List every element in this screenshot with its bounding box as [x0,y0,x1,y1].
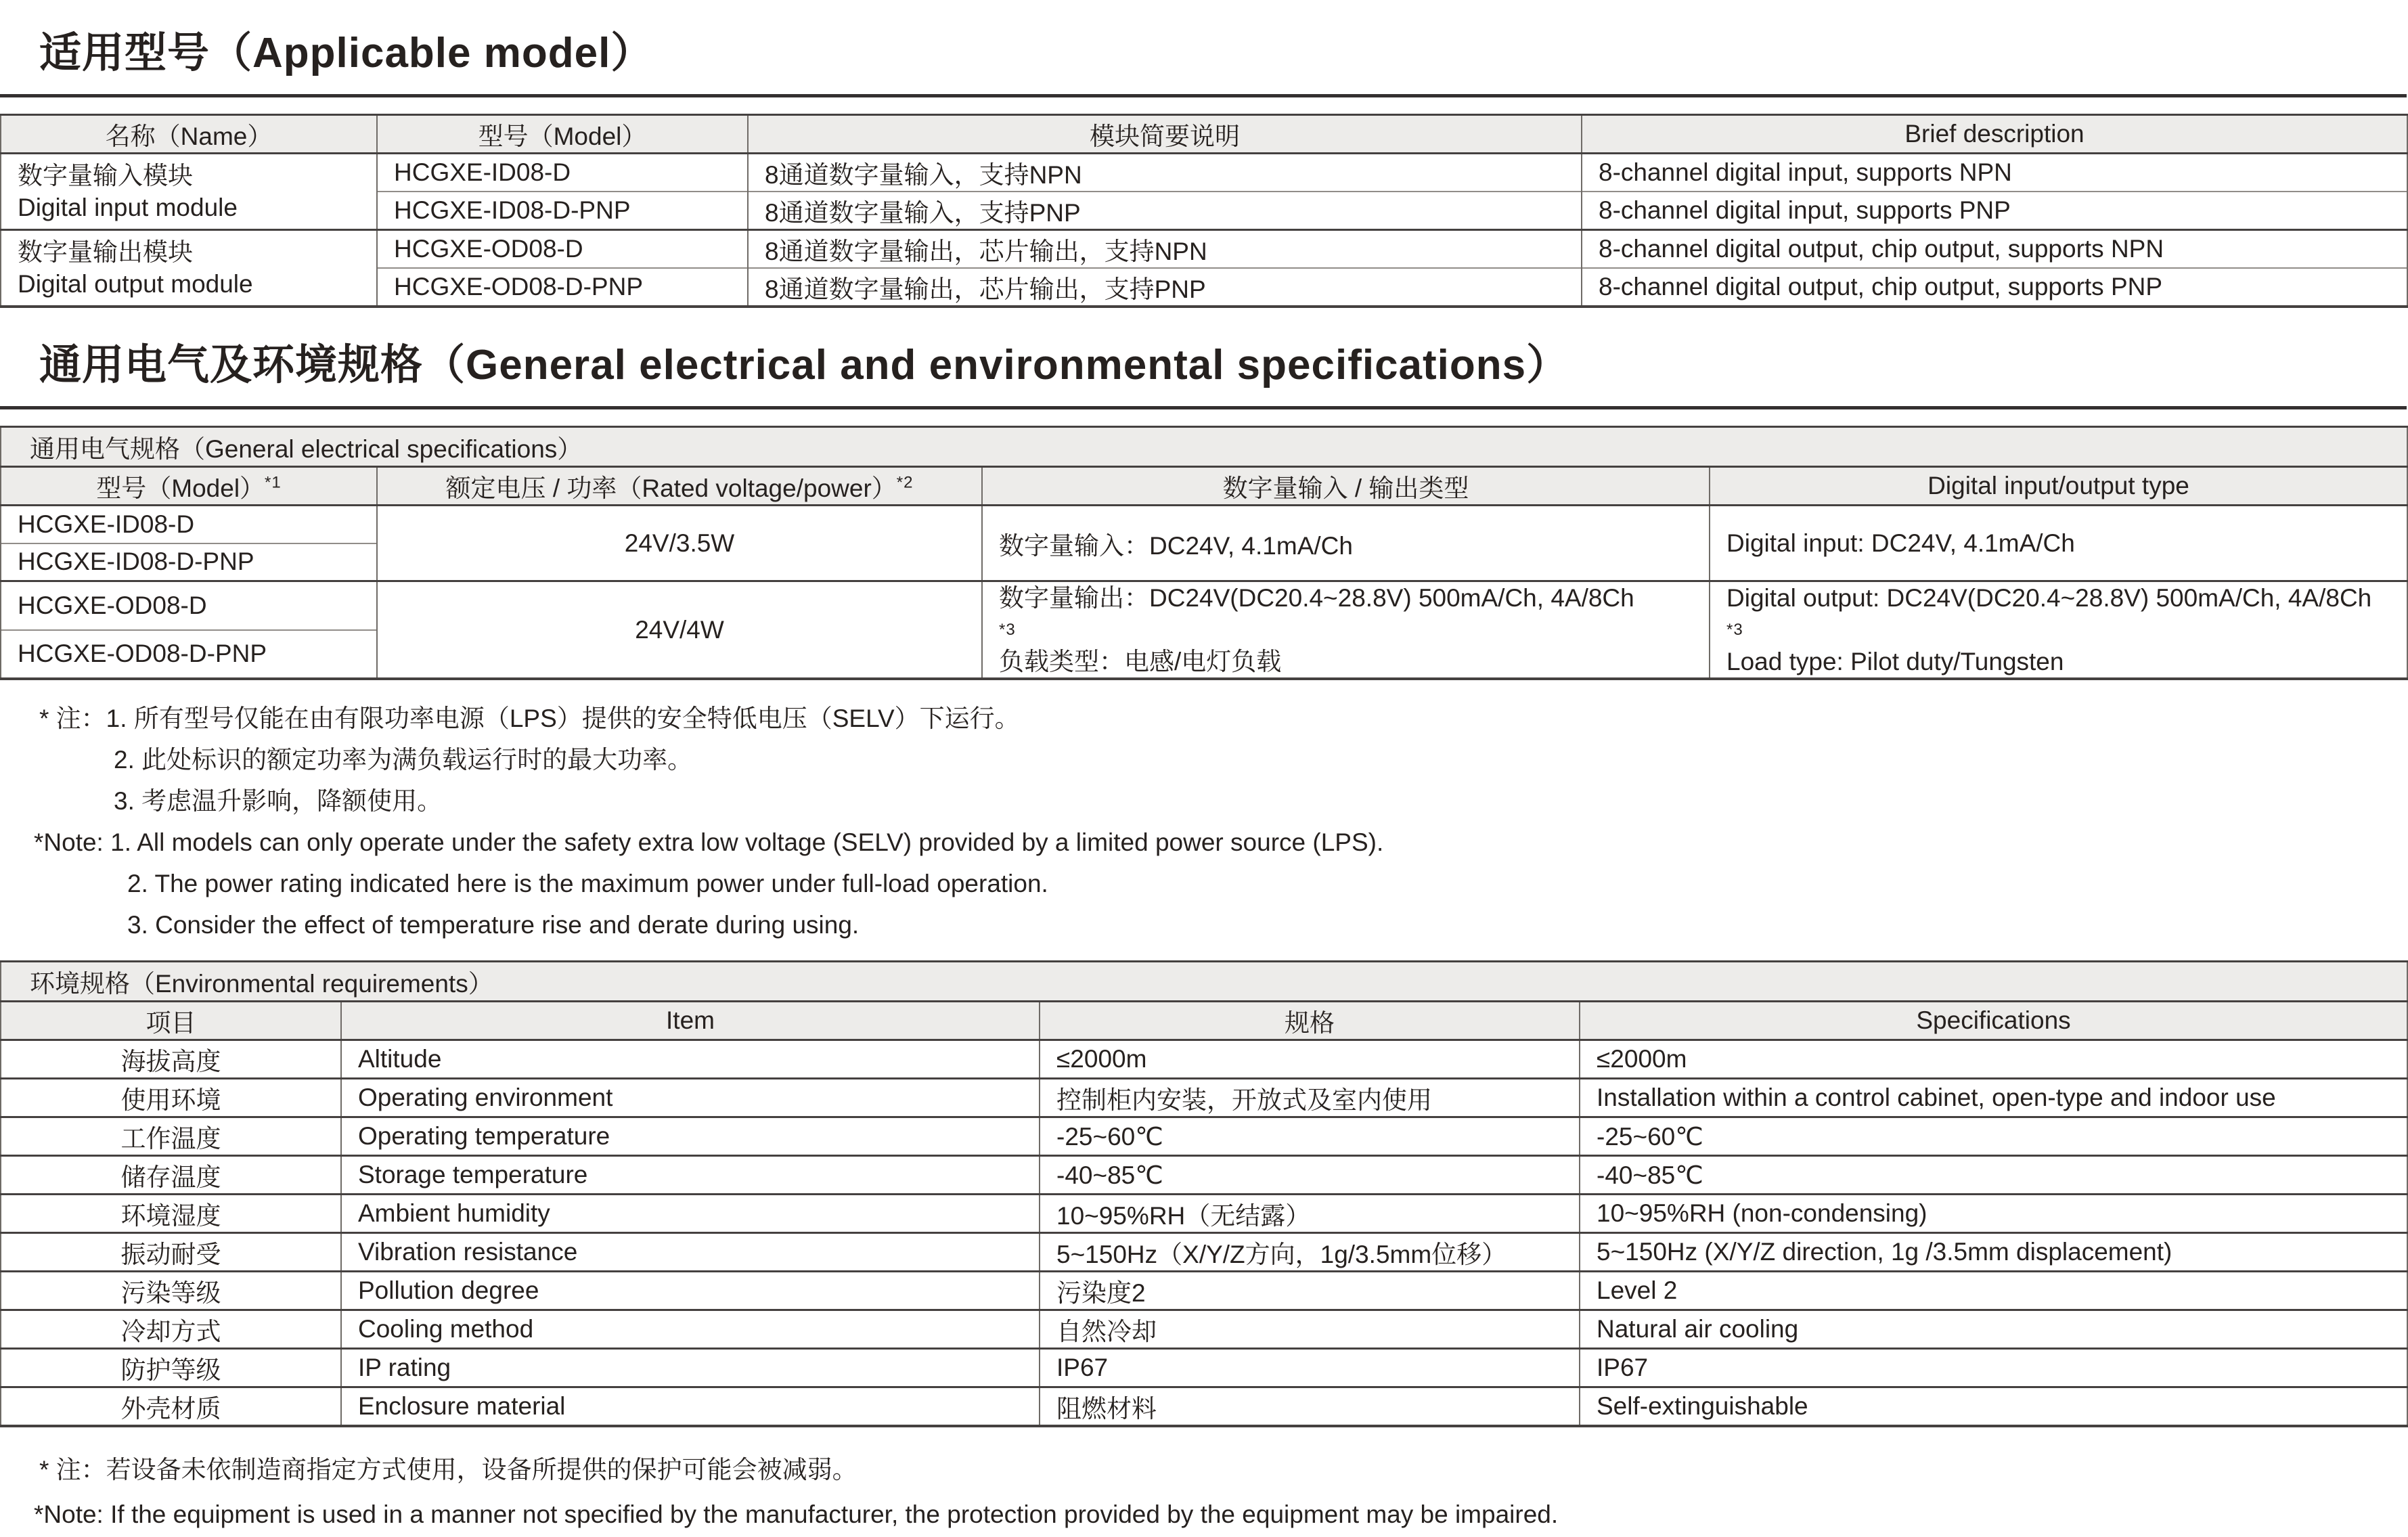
note-line: 2. 此处标识的额定功率为满负载运行时的最大功率。 [114,746,693,774]
item-en-cell: Altitude [341,1040,1040,1079]
general-electrical-table [0,426,2408,680]
spec-cn-cell: -40~85℃ [1040,1156,1580,1195]
item-cn-cell: 冷却方式 [1,1310,341,1349]
header-item-en: Item [341,1002,1040,1040]
desc-cn-cell: 8通道数字量输入，支持NPN [748,154,1582,192]
header-name: 名称（Name） [1,115,377,154]
model-cell: HCGXE-ID08-D [377,154,748,192]
section-title-applicable-model: 适用型号（Applicable model） [39,30,654,76]
table-row [1,1079,2407,1117]
desc-en-cell: 8-channel digital input, supports PNP [1582,192,2407,230]
spec-cn-cell: 控制柜内安装，开放式及室内使用 [1040,1079,1580,1117]
item-en-cell: Storage temperature [341,1156,1040,1195]
header-rated-power: 额定电压 / 功率（Rated voltage/power）$^{*2}$ [377,467,982,506]
spec-en-cell: Self-extinguishable [1580,1387,2407,1427]
note-line: *Note: 1. All models can only operate under the safety extra low voltage (SELV) provided by a limited power source (LPS). [34,828,1384,856]
table-band-row [1,427,2407,467]
table-row [1,506,2407,543]
module-name-cn: 数字量输入模块 [18,162,193,190]
spec-en-cell: 5~150Hz (X/Y/Z direction, 1g /3.5mm displacement) [1580,1233,2407,1272]
spec-cn-cell: 自然冷却 [1040,1310,1580,1349]
io-type-cn-cell: 数字量输入：DC24V, 4.1mA/Ch [982,506,1710,581]
table-row [1,1387,2407,1427]
spec-cn-cell: ≤2000m [1040,1040,1580,1079]
desc-en-cell: 8-channel digital output, chip output, supports NPN [1582,230,2407,269]
table-row [1,230,2407,269]
item-cn-cell: 振动耐受 [1,1233,341,1272]
module-name-en: Digital input module [18,194,238,221]
model-cell: HCGXE-ID08-D [1,506,377,543]
spec-en-cell: Natural air cooling [1580,1310,2407,1349]
table-row [1,1195,2407,1233]
spec-cn-cell: 5~150Hz（X/Y/Z方向，1g/3.5mm位移） [1040,1233,1580,1272]
spec-en-cell: ≤2000m [1580,1040,2407,1079]
item-cn-cell: 防护等级 [1,1349,341,1387]
note-line: 2. The power rating indicated here is the maximum power under full-load operation. [127,870,1048,897]
table-row [1,1272,2407,1310]
spec-en-cell: 10~95%RH (non-condensing) [1580,1195,2407,1233]
note-line: 3. 考虑温升影响，降额使用。 [114,787,443,815]
note-line: 3. Consider the effect of temperature rise and derate during using. [127,911,860,939]
note-line: * 注：若设备未依制造商指定方式使用，设备所提供的保护可能会被减弱。 [39,1456,857,1484]
model-cell: HCGXE-ID08-D-PNP [1,543,377,581]
item-cn-cell: 污染等级 [1,1272,341,1310]
item-cn-cell: 海拔高度 [1,1040,341,1079]
item-en-cell: Operating temperature [341,1117,1040,1156]
model-cell: HCGXE-ID08-D-PNP [377,192,748,230]
band-label: 通用电气规格（General electrical specifications） [1,427,2407,467]
header-spec-en: Specifications [1580,1002,2407,1040]
item-en-cell: Operating environment [341,1079,1040,1117]
table-row [1,1040,2407,1079]
table-header-row [1,467,2407,506]
footnote-marker: *1 [265,473,282,492]
table-band-row [1,962,2407,1002]
footnote-marker: *3 [1726,621,1743,639]
item-cn-cell: 储存温度 [1,1156,341,1195]
header-spec-cn: 规格 [1040,1002,1580,1040]
header-item-cn: 项目 [1,1002,341,1040]
spec-cn-cell: 污染度2 [1040,1272,1580,1310]
item-en-cell: Enclosure material [341,1387,1040,1427]
table-header-row [1,115,2407,154]
model-cell: HCGXE-OD08-D-PNP [377,268,748,307]
desc-en-cell: 8-channel digital input, supports NPN [1582,154,2407,192]
model-cell: HCGXE-OD08-D [1,581,377,630]
table-row [1,1233,2407,1272]
electrical-notes [0,698,2407,945]
spec-en-cell: Installation within a control cabinet, open-type and indoor use [1580,1079,2407,1117]
io-type-en-cell: Digital input: DC24V, 4.1mA/Ch [1710,506,2407,581]
applicable-model-table [0,114,2408,308]
spec-en-cell: IP67 [1580,1349,2407,1387]
item-en-cell: Pollution degree [341,1272,1040,1310]
rated-power-cell: 24V/3.5W [377,506,982,581]
table-row [1,1156,2407,1195]
note-line: *Note: If the equipment is used in a manner not specified by the manufacturer, the protection provided by the equipment may be impaired. [34,1500,1559,1528]
header-io-type-cn: 数字量输入 / 输出类型 [982,467,1710,506]
module-name-cn: 数字量输出模块 [18,238,193,266]
item-cn-cell: 工作温度 [1,1117,341,1156]
item-cn-cell: 使用环境 [1,1079,341,1117]
io-type-cn-cell: 数字量输出：DC24V(DC20.4~28.8V) 500mA/Ch, 4A/8Ch *3 负载类型：电感/电灯负载 [982,581,1710,680]
desc-en-cell: 8-channel digital output, chip output, supports PNP [1582,268,2407,307]
header-model: 型号（Model）$^{*1}$ [1,467,377,506]
spec-en-cell: -40~85℃ [1580,1156,2407,1195]
header-desc-en: Brief description [1582,115,2407,154]
item-en-cell: Vibration resistance [341,1233,1040,1272]
environmental-table [0,960,2408,1427]
item-cn-cell: 外壳材质 [1,1387,341,1427]
rated-power-cell: 24V/4W [377,581,982,680]
section-title-general-specs: 通用电气及环境规格（General electrical and environmental specifications） [39,342,1569,388]
module-name-cell [1,154,377,230]
title-divider [0,94,2407,97]
table-row [1,154,2407,192]
module-name-cell [1,230,377,307]
table-row [1,1310,2407,1349]
item-en-cell: Cooling method [341,1310,1040,1349]
spec-en-cell: -25~60℃ [1580,1117,2407,1156]
desc-cn-cell: 8通道数字量输出，芯片输出，支持NPN [748,230,1582,269]
spec-cn-cell: -25~60℃ [1040,1117,1580,1156]
item-en-cell: IP rating [341,1349,1040,1387]
spacer [0,945,2407,960]
item-en-cell: Ambient humidity [341,1195,1040,1233]
spec-cn-cell: 10~95%RH（无结露） [1040,1195,1580,1233]
title-divider [0,406,2407,409]
model-cell: HCGXE-OD08-D-PNP [1,630,377,679]
header-desc-cn: 模块简要说明 [748,115,1582,154]
spec-en-cell: Level 2 [1580,1272,2407,1310]
table-row [1,1117,2407,1156]
header-io-type-en: Digital input/output type [1710,467,2407,506]
note-line: * 注：1. 所有型号仅能在由有限功率电源（LPS）提供的安全特低电压（SELV）下运行。 [39,705,1020,732]
table-row [1,581,2407,630]
band-label: 环境规格（Environmental requirements） [1,962,2407,1002]
item-cn-cell: 环境湿度 [1,1195,341,1233]
desc-cn-cell: 8通道数字量输出，芯片输出，支持PNP [748,268,1582,307]
footnote-marker: *3 [999,621,1016,639]
module-name-en: Digital output module [18,270,253,298]
table-row [1,1349,2407,1387]
spec-cn-cell: IP67 [1040,1349,1580,1387]
spec-cn-cell: 阻燃材料 [1040,1387,1580,1427]
header-model: 型号（Model） [377,115,748,154]
table-header-row [1,1002,2407,1040]
desc-cn-cell: 8通道数字量输入，支持PNP [748,192,1582,230]
model-cell: HCGXE-OD08-D [377,230,748,269]
environmental-notes [0,1448,2407,1537]
io-type-en-cell: Digital output: DC24V(DC20.4~28.8V) 500mA/Ch, 4A/8Ch *3 Load type: Pilot duty/Tungsten [1710,581,2407,680]
footnote-marker: *2 [896,473,914,492]
